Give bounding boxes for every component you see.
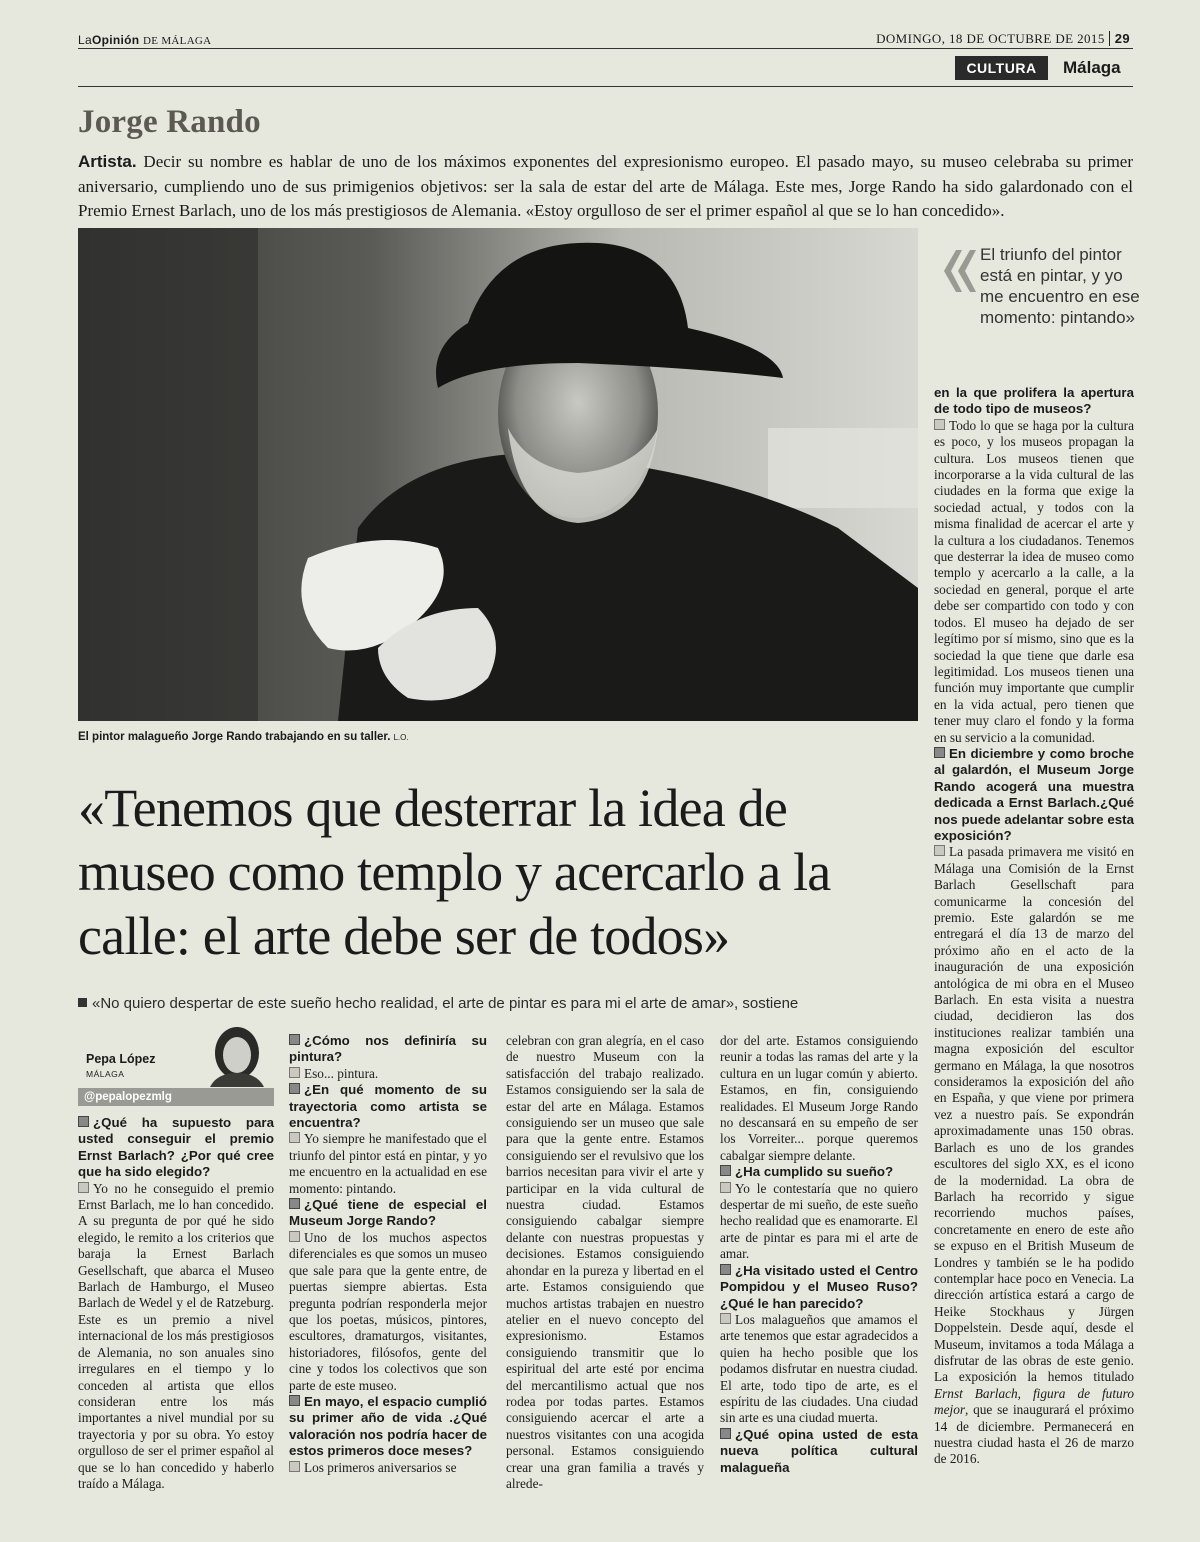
- answer-marker-icon: [934, 419, 945, 430]
- lede-tag: Artista.: [78, 152, 137, 171]
- headline: «Tenemos que desterrar la idea de museo como templo y acercarlo a la calle: el arte debe ser de todos»: [78, 778, 831, 966]
- brand-la: La: [78, 33, 92, 47]
- question: [289, 1197, 487, 1230]
- subject-name: Jorge Rando: [78, 104, 261, 140]
- brand-opinion: Opinión: [91, 33, 140, 47]
- bullet-square-icon: [78, 998, 87, 1007]
- answer-text: Yo siempre he manifestado que el triunfo del pintor está en pintar, y yo me encuentro en la actualidad en ese momento: pintando.: [289, 1131, 487, 1196]
- subheadline: [78, 995, 938, 1012]
- column-1: [78, 1115, 274, 1492]
- column-3: [506, 1033, 704, 1492]
- section-rule: [78, 86, 1133, 87]
- author-handle: @pepalopezmlg: [78, 1088, 274, 1106]
- answer-marker-icon: [720, 1313, 731, 1324]
- question-text: ¿En qué momento de su trayectoria como artista se encuentra?: [289, 1082, 487, 1131]
- author-city: MÁLAGA: [86, 1069, 125, 1079]
- issue-date: [876, 31, 1130, 47]
- answer: [934, 418, 1134, 746]
- question-text: En mayo, el espacio cumplió su primer año de vida .¿Qué valoración nos podría hacer de estos primeros doce meses?: [289, 1393, 487, 1459]
- subheadline-text: «No quiero despertar de este sueño hecho realidad, el arte de pintar es para mi el arte de amar», sostiene: [92, 995, 799, 1012]
- question: [289, 1082, 487, 1131]
- question-text: ¿Ha cumplido su sueño?: [735, 1164, 894, 1180]
- question-text: En diciembre y como broche al galardón, el Museum Jorge Rando acogerá una muestra dedicada a Ernst Barlach.¿Qué nos puede adelantar sobre esta exposición?: [934, 745, 1134, 843]
- question-marker-icon: [289, 1395, 300, 1406]
- section-badge: CULTURA: [955, 56, 1048, 80]
- question: [934, 746, 1134, 844]
- page-number: 29: [1109, 31, 1130, 46]
- question-marker-icon: [934, 747, 945, 758]
- answer-text: Yo no he conseguido el premio Ernst Barlach, me lo han concedido. A su pregunta de por qué he sido elegido, le remito a los criterios que baraja la Ernest Barlach Gesellschaft, que abarca el Museo Barlach de Hamburgo, el Museo Barlach de Wedel y el de Ratzeburg. Este es un premio a nivel internacional de los más prestigiosos de Alemania, no son anuales sino irregulares en el tiempo y lo conceden al artista que ellos consideran entre los más importantes a nivel mundial por su trayectoria y por su obra. Yo estoy orgulloso de ser el primer español al que se lo han concedido y haberlo traído a Málaga.: [78, 1180, 274, 1491]
- author-name: Pepa López: [86, 1052, 156, 1066]
- artist-photo-image: [78, 228, 918, 721]
- question: [720, 1263, 918, 1312]
- masthead: [78, 33, 211, 47]
- answer: [289, 1066, 487, 1082]
- question-text: ¿Ha visitado usted el Centro Pompidou y el Museo Ruso? ¿Qué le han parecido?: [720, 1262, 918, 1311]
- question-marker-icon: [289, 1198, 300, 1209]
- answer-marker-icon: [289, 1231, 300, 1242]
- lede: [78, 150, 1133, 224]
- brand-de: DE MÁLAGA: [143, 35, 212, 47]
- answer-text-end: , que se inaugurará el próximo 14 de diciembre. Permanecerá en nuestra ciudad hasta el 26 de marzo de 2016.: [934, 1402, 1134, 1467]
- answer: [720, 1181, 918, 1263]
- answer-marker-icon: [289, 1461, 300, 1472]
- author-portrait: [202, 1025, 272, 1087]
- column-5: [934, 385, 1134, 1468]
- answer: [289, 1460, 487, 1476]
- column-2: [289, 1033, 487, 1476]
- answer-text: La pasada primavera me visitó en Málaga una Comisión de la Ernst Barlach Gesellschaft para comunicarme la concesión del premio. Este galardón se me entregará el día 13 de marzo del próximo año en el acto de la inauguración de una exposición antológica de mi obra en el Museo Barlach. En esta visita a nuestra ciudad, decidieron las dos instituciones realizar también una magna exposición del escultor germano en Málaga, la que nosotros consideramos la exposición del año en España, y que viene por primera vez a nuestro país. Se expondrán aproximadamente unas 150 obras. Barlach es uno de los grandes escultores del siglo XX, es el icono de la modernidad. La obra de Barlach ha recorrido y sigue recorriendo muchos países, concretamente en enero de este año se expuso en el British Museum de Londres y también se le ha podido contemplar hace poco en Venecia. La dirección artística estará a cargo de Heike Stockhaus y Jürgen Doppelstein. Desde aquí, desde el Museum, invitamos a toda Málaga a disfrutar de las obras de este genio. La exposición la hemos titulado: [934, 844, 1134, 1385]
- answer-marker-icon: [934, 845, 945, 856]
- answer-text: Yo le contestaría que no quiero despertar de mi sueño, de este sueño hecho realidad que es enamorarte. El arte de pintar es para mi el arte de amar.: [720, 1180, 918, 1262]
- question-text: ¿Qué tiene de especial el Museum Jorge Rando?: [289, 1197, 487, 1229]
- question: [289, 1394, 487, 1460]
- header-rule: [78, 48, 1133, 49]
- column-4: [720, 1033, 918, 1476]
- caption-text: El pintor malagueño Jorge Rando trabajando en su taller.: [78, 731, 391, 743]
- answer-marker-icon: [289, 1067, 300, 1078]
- lede-text: Decir su nombre es hablar de uno de los máximos exponentes del expresionismo europeo. El pasado mayo, su museo celebraba su primer aniversario, cumpliendo uno de sus primigenios objetivos: ser la sala de estar del arte de Málaga. Este mes, Jorge Rando ha sido galardonado con el Premio Ernest Barlach, uno de los más prestigiosos de Alemania. «Estoy orgulloso de ser el primer español al que se lo han concedido».: [78, 152, 1134, 220]
- question: [289, 1033, 487, 1066]
- answer-text: Eso... pintura.: [304, 1065, 379, 1081]
- section-location: Málaga: [1063, 58, 1121, 77]
- answer: [720, 1312, 918, 1427]
- photo-credit: L.O.: [393, 733, 409, 742]
- question-text: ¿Cómo nos definiría su pintura?: [289, 1033, 487, 1065]
- answer: [934, 844, 1134, 1467]
- answer-marker-icon: [720, 1182, 731, 1193]
- question-marker-icon: [78, 1116, 89, 1127]
- answer: [78, 1181, 274, 1493]
- pull-quote-text: El triunfo del pintor está en pintar, y yo me encuentro en ese momento: pintando»: [980, 245, 1140, 327]
- question-text: ¿Qué opina usted de esta nueva política cultural malagueña: [720, 1426, 918, 1475]
- answer: [289, 1131, 487, 1197]
- date-text: DOMINGO, 18 DE OCTUBRE DE 2015: [876, 31, 1105, 46]
- question: [720, 1164, 918, 1180]
- answer-marker-icon: [78, 1182, 89, 1193]
- question: [78, 1115, 274, 1181]
- answer-text: Uno de los muchos aspectos diferenciales es que somos un museo que sale para que la gente entre, de puertas siempre abiertas. Esta pregunta podrían responderla mejor que los poetas, músicos, pintores, escultores, dramaturgos, visitantes, historiadores, filósofos, gente del cine y todos los colectivos que son parte de este museo.: [289, 1229, 487, 1393]
- question-marker-icon: [720, 1165, 731, 1176]
- answer-marker-icon: [289, 1132, 300, 1143]
- question: [720, 1427, 918, 1476]
- answer: celebran con gran alegría, en el caso de nuestro Museum con la satisfacción del trabajo realizado. Estamos consiguiendo ser la sala de estar del arte en Málaga. Estamos consiguiendo ser un museo que sale para que la gente entre. Estamos consiguiendo ser el revulsivo que los barrios necesitan para vivir el arte y participar en la vida cultural de nuestra ciudad. Estamos consiguiendo cabalgar siempre delante con nuestras propuestas y decisiones. Estamos consiguiendo ahondar en la pureza y libertad en el arte. Estamos consiguiendo que muchos artistas trabajen en nuestro atelier en el nuevo concepto del expresionismo. Estamos consiguiendo transmitir que lo espiritual del arte esté por encima del mercantilismo actual que nos rodea por todas partes. Estamos consiguiendo acercar el arte a nuestros visitantes con una acogida personal. Estamos consiguiendo crear una gran familia a través y alrede-: [506, 1033, 704, 1491]
- photo-caption: [78, 731, 409, 743]
- answer-text: Los malagueños que amamos el arte tenemos que estar agradecidos a quien ha hecho posible que los podamos disfrutar en nuestra ciudad. El arte, todo tipo de arte, es el espíritu de las ciudades. Una ciudad sin arte es una ciudad muerta.: [720, 1311, 918, 1426]
- question-marker-icon: [720, 1428, 731, 1439]
- answer: [289, 1230, 487, 1394]
- answer: dor del arte. Estamos consiguiendo reunir a todas las ramas del arte y la cultura en un lugar común y abierto. Estamos, en fin, consiguiendo realidades. El Museum Jorge Rando no descansará en su empeño de ser los Vorreiter... porque queremos cabalgar siempre delante.: [720, 1033, 918, 1163]
- question-marker-icon: [289, 1034, 300, 1045]
- question: en la que prolifera la apertura de todo tipo de museos?: [934, 385, 1134, 417]
- question-marker-icon: [289, 1083, 300, 1094]
- answer-text: Los primeros aniversarios se: [304, 1459, 457, 1475]
- question-text: ¿Qué ha supuesto para usted conseguir el premio Ernst Barlach? ¿Por qué cree que ha sido elegido?: [78, 1115, 274, 1180]
- exhibition-title: Ernst Barlach, figura de futuro mejor: [934, 1385, 1134, 1418]
- quote-mark-icon: [940, 246, 976, 296]
- question-marker-icon: [720, 1264, 731, 1275]
- artist-photo: [78, 228, 918, 721]
- answer-text: Todo lo que se haga por la cultura es poco, y los museos propagan la cultura. Los museos tienen que incorporarse a la vida cultural de las ciudades en la forma que exige la sociedad actual, y todos con la misma finalidad de acercar el arte y la cultura a los ciudadanos. Tenemos que desterrar la idea de museo como templo y acercarlo a la calle, a la sociedad en general, porque el arte debe ser compartido con todo y con todos. El museo ha dejado de ser legítimo por sí mismo, sino que es la sociedad la que tiene que darle esa legitimidad. Los museos tienen una función muy importante que cumplir en la vida actual, pero tienen que tener muy claro el fondo y la forma en su servicio a la comunidad.: [934, 417, 1134, 745]
